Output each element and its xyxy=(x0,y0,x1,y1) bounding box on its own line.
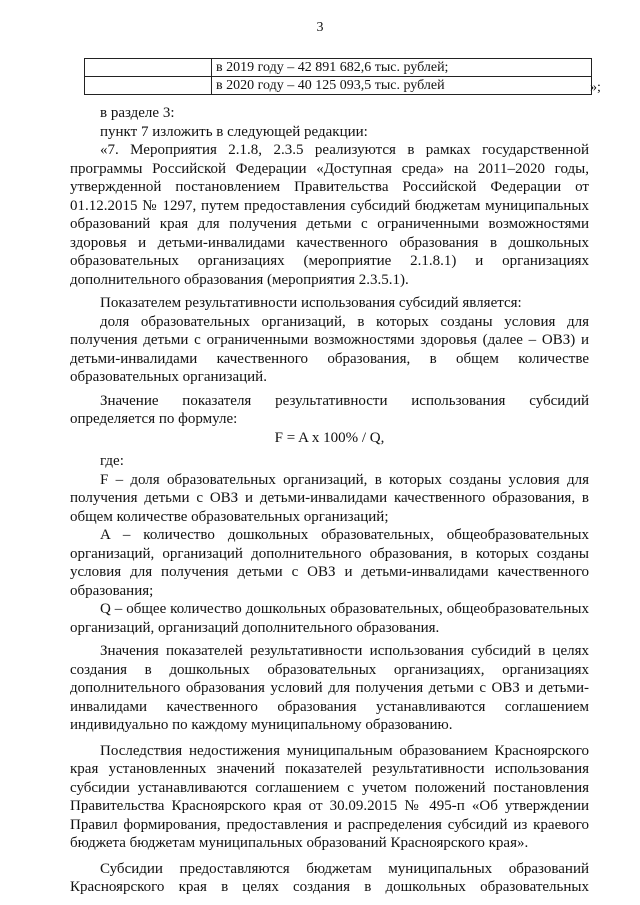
paragraph-formula-intro: Значение показателя результативности использования субсидий определяется по формуле: xyxy=(70,392,589,427)
paragraph-indicator-intro: Показателем результативности использования субсидий является: xyxy=(100,295,522,311)
formula: F = A x 100% / Q, xyxy=(274,429,385,446)
paragraph-subsidies: Субсидии предоставляются бюджетам муниципальных образований Красноярского края в целях создания в дошкольных образовательных xyxy=(70,860,589,895)
paragraph-indicator-definition: доля образовательных организаций, в которых созданы условия для получения детьми с ограниченными возможностями здоровья (далее – ОВЗ) и детьми-инвалидами качественного образования, в общем количестве образовательных организаций. xyxy=(70,313,589,385)
amendment-intro: пункт 7 изложить в следующей редакции: xyxy=(100,123,368,140)
table-quote-end: »; xyxy=(590,80,601,95)
funding-table xyxy=(84,58,592,95)
table-cell-empty xyxy=(85,59,212,77)
page-number: 3 xyxy=(316,20,324,35)
section-heading: в разделе 3: xyxy=(100,105,175,121)
paragraph-consequences: Последствия недостижения муниципальным образованием Красноярского края установленных значений показателей результативности использования субсидии устанавливаются соглашением с учетом положений постановления Правительства Красноярского края от 30.09.2015 № 495-п «Об утверждении Правил формирования, предоставления и распределения субсидий из краевого бюджета бюджетам муниципальных образований Красноярского края». xyxy=(70,742,589,851)
table-cell-2020: в 2020 году – 40 125 093,5 тыс. рублей xyxy=(212,77,592,95)
table-row xyxy=(85,59,592,77)
paragraph-item-7: «7. Мероприятия 2.1.8, 2.3.5 реализуются в рамках государственной программы Российской Федерации «Доступная среда» на 2011–2020 годы, утвержденной постановлением Правительства Российской Федерации от 01.12.2015 № 1297, путем предоставления субсидий бюджетам муниципальных образований края для получения детьми с ограниченными возможностями здоровья и детьми-инвалидами качественного образования в дошкольных образовательных организациях (мероприятие 2.1.8.1) и организациях дополнительного образования (мероприятия 2.3.5.1). xyxy=(70,142,589,288)
table-row xyxy=(85,77,592,95)
definition-q: Q – общее количество дошкольных образовательных, общеобразовательных организаций, организаций дополнительного образования. xyxy=(70,601,589,636)
document-body xyxy=(70,104,589,897)
definition-a: A – количество дошкольных образовательных, общеобразовательных организаций, организаций дополнительного образования, в которых созданы условия для получения детьми с ОВЗ и детьми-инвалидами качественного образования; xyxy=(70,527,589,599)
paragraph-indicator-values: Значения показателей результативности использования субсидий в целях создания в дошкольных образовательных организациях, организациях дополнительного образования условий для получения детьми с ОВЗ и детьми-инвалидами качественного образования устанавливаются соглашением индивидуально по каждому муниципальному образованию. xyxy=(70,643,589,733)
paragraph-where: где: xyxy=(100,453,124,469)
table-cell-2019: в 2019 году – 42 891 682,6 тыс. рублей; xyxy=(212,59,592,77)
definition-f: F – доля образовательных организаций, в которых созданы условия для получения детьми с ОВЗ и детьми-инвалидами качественного образования, в общем количестве образовательных организаций; xyxy=(70,471,589,525)
table-cell-empty xyxy=(85,77,212,95)
